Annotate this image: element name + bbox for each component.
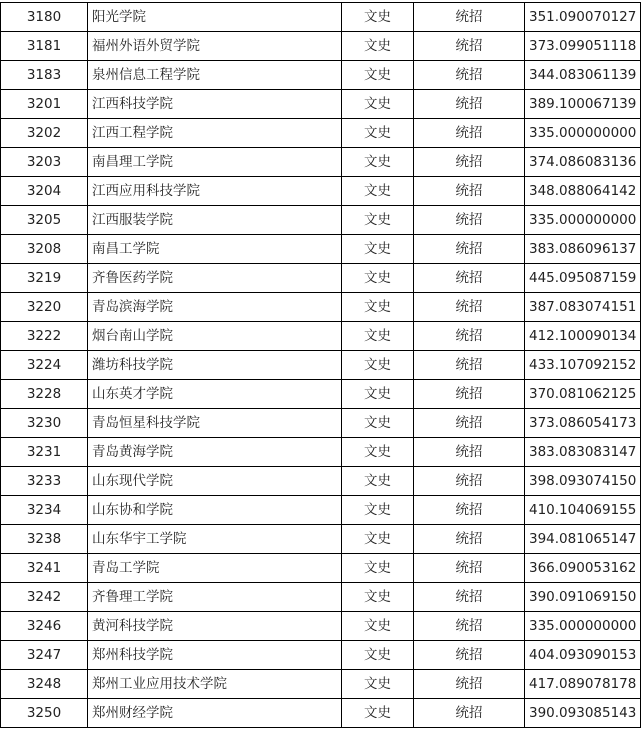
enrollment-batch-cell: 统招 xyxy=(414,612,525,641)
school-name-cell: 阳光学院 xyxy=(88,3,342,32)
subject-type-cell: 文史 xyxy=(342,380,414,409)
school-code-cell: 3219 xyxy=(1,264,88,293)
school-code-cell: 3242 xyxy=(1,583,88,612)
school-code-cell: 3183 xyxy=(1,61,88,90)
enrollment-batch-cell: 统招 xyxy=(414,380,525,409)
subject-type-cell: 文史 xyxy=(342,670,414,699)
score-cell: 394.081065147 xyxy=(525,525,641,554)
table-row xyxy=(1,467,641,496)
table-row xyxy=(1,525,641,554)
enrollment-batch-cell: 统招 xyxy=(414,177,525,206)
school-name-cell: 青岛恒星科技学院 xyxy=(88,409,342,438)
school-name-cell: 山东英才学院 xyxy=(88,380,342,409)
school-code-cell: 3181 xyxy=(1,32,88,61)
school-name-cell: 南昌工学院 xyxy=(88,235,342,264)
subject-type-cell: 文史 xyxy=(342,177,414,206)
subject-type-cell: 文史 xyxy=(342,61,414,90)
table-body xyxy=(1,3,641,728)
school-name-cell: 青岛滨海学院 xyxy=(88,293,342,322)
school-code-cell: 3231 xyxy=(1,438,88,467)
school-name-cell: 青岛工学院 xyxy=(88,554,342,583)
score-cell: 433.107092152 xyxy=(525,351,641,380)
score-cell: 373.086054173 xyxy=(525,409,641,438)
school-name-cell: 福州外语外贸学院 xyxy=(88,32,342,61)
school-name-cell: 江西科技学院 xyxy=(88,90,342,119)
enrollment-batch-cell: 统招 xyxy=(414,438,525,467)
school-name-cell: 江西服装学院 xyxy=(88,206,342,235)
school-name-cell: 泉州信息工程学院 xyxy=(88,61,342,90)
subject-type-cell: 文史 xyxy=(342,119,414,148)
school-code-cell: 3230 xyxy=(1,409,88,438)
school-name-cell: 青岛黄海学院 xyxy=(88,438,342,467)
score-cell: 390.091069150 xyxy=(525,583,641,612)
score-cell: 374.086083136 xyxy=(525,148,641,177)
school-code-cell: 3241 xyxy=(1,554,88,583)
score-cell: 445.095087159 xyxy=(525,264,641,293)
school-code-cell: 3222 xyxy=(1,322,88,351)
table-row xyxy=(1,177,641,206)
school-name-cell: 齐鲁医药学院 xyxy=(88,264,342,293)
subject-type-cell: 文史 xyxy=(342,409,414,438)
table-row xyxy=(1,699,641,728)
score-cell: 335.000000000 xyxy=(525,206,641,235)
subject-type-cell: 文史 xyxy=(342,351,414,380)
school-name-cell: 郑州科技学院 xyxy=(88,641,342,670)
subject-type-cell: 文史 xyxy=(342,438,414,467)
table-row xyxy=(1,351,641,380)
table-row xyxy=(1,206,641,235)
admission-score-table xyxy=(0,2,641,728)
table-row xyxy=(1,438,641,467)
school-code-cell: 3204 xyxy=(1,177,88,206)
table-row xyxy=(1,3,641,32)
table-row xyxy=(1,293,641,322)
table-row xyxy=(1,264,641,293)
enrollment-batch-cell: 统招 xyxy=(414,583,525,612)
subject-type-cell: 文史 xyxy=(342,148,414,177)
subject-type-cell: 文史 xyxy=(342,206,414,235)
table-row xyxy=(1,641,641,670)
subject-type-cell: 文史 xyxy=(342,90,414,119)
table-row xyxy=(1,554,641,583)
score-cell: 335.000000000 xyxy=(525,119,641,148)
school-code-cell: 3220 xyxy=(1,293,88,322)
school-code-cell: 3248 xyxy=(1,670,88,699)
subject-type-cell: 文史 xyxy=(342,467,414,496)
table-row xyxy=(1,61,641,90)
enrollment-batch-cell: 统招 xyxy=(414,641,525,670)
table-row xyxy=(1,322,641,351)
score-cell: 387.083074151 xyxy=(525,293,641,322)
subject-type-cell: 文史 xyxy=(342,525,414,554)
enrollment-batch-cell: 统招 xyxy=(414,409,525,438)
score-cell: 348.088064142 xyxy=(525,177,641,206)
school-name-cell: 江西应用科技学院 xyxy=(88,177,342,206)
score-cell: 390.093085143 xyxy=(525,699,641,728)
subject-type-cell: 文史 xyxy=(342,32,414,61)
school-code-cell: 3246 xyxy=(1,612,88,641)
school-code-cell: 3228 xyxy=(1,380,88,409)
school-name-cell: 山东华宇工学院 xyxy=(88,525,342,554)
score-cell: 351.090070127 xyxy=(525,3,641,32)
table-row xyxy=(1,670,641,699)
enrollment-batch-cell: 统招 xyxy=(414,496,525,525)
table-row xyxy=(1,380,641,409)
subject-type-cell: 文史 xyxy=(342,496,414,525)
subject-type-cell: 文史 xyxy=(342,3,414,32)
school-code-cell: 3201 xyxy=(1,90,88,119)
enrollment-batch-cell: 统招 xyxy=(414,235,525,264)
enrollment-batch-cell: 统招 xyxy=(414,293,525,322)
school-name-cell: 郑州工业应用技术学院 xyxy=(88,670,342,699)
enrollment-batch-cell: 统招 xyxy=(414,32,525,61)
school-name-cell: 齐鲁理工学院 xyxy=(88,583,342,612)
school-name-cell: 山东协和学院 xyxy=(88,496,342,525)
subject-type-cell: 文史 xyxy=(342,235,414,264)
school-code-cell: 3202 xyxy=(1,119,88,148)
score-cell: 412.100090134 xyxy=(525,322,641,351)
enrollment-batch-cell: 统招 xyxy=(414,119,525,148)
enrollment-batch-cell: 统招 xyxy=(414,670,525,699)
school-code-cell: 3234 xyxy=(1,496,88,525)
table-row xyxy=(1,409,641,438)
enrollment-batch-cell: 统招 xyxy=(414,322,525,351)
enrollment-batch-cell: 统招 xyxy=(414,61,525,90)
subject-type-cell: 文史 xyxy=(342,699,414,728)
score-cell: 383.086096137 xyxy=(525,235,641,264)
enrollment-batch-cell: 统招 xyxy=(414,554,525,583)
score-cell: 398.093074150 xyxy=(525,467,641,496)
school-code-cell: 3247 xyxy=(1,641,88,670)
score-cell: 389.100067139 xyxy=(525,90,641,119)
school-name-cell: 江西工程学院 xyxy=(88,119,342,148)
score-cell: 417.089078178 xyxy=(525,670,641,699)
school-code-cell: 3203 xyxy=(1,148,88,177)
subject-type-cell: 文史 xyxy=(342,612,414,641)
table-row xyxy=(1,612,641,641)
school-name-cell: 南昌理工学院 xyxy=(88,148,342,177)
table-row xyxy=(1,148,641,177)
school-code-cell: 3233 xyxy=(1,467,88,496)
school-name-cell: 烟台南山学院 xyxy=(88,322,342,351)
school-name-cell: 潍坊科技学院 xyxy=(88,351,342,380)
score-cell: 366.090053162 xyxy=(525,554,641,583)
school-code-cell: 3205 xyxy=(1,206,88,235)
score-cell: 370.081062125 xyxy=(525,380,641,409)
table-row xyxy=(1,90,641,119)
school-code-cell: 3238 xyxy=(1,525,88,554)
enrollment-batch-cell: 统招 xyxy=(414,264,525,293)
school-name-cell: 黄河科技学院 xyxy=(88,612,342,641)
enrollment-batch-cell: 统招 xyxy=(414,3,525,32)
table-row xyxy=(1,583,641,612)
school-code-cell: 3208 xyxy=(1,235,88,264)
subject-type-cell: 文史 xyxy=(342,583,414,612)
score-cell: 344.083061139 xyxy=(525,61,641,90)
enrollment-batch-cell: 统招 xyxy=(414,351,525,380)
table-row xyxy=(1,496,641,525)
subject-type-cell: 文史 xyxy=(342,641,414,670)
enrollment-batch-cell: 统招 xyxy=(414,699,525,728)
subject-type-cell: 文史 xyxy=(342,554,414,583)
school-code-cell: 3224 xyxy=(1,351,88,380)
enrollment-batch-cell: 统招 xyxy=(414,206,525,235)
score-cell: 383.083083147 xyxy=(525,438,641,467)
enrollment-batch-cell: 统招 xyxy=(414,467,525,496)
enrollment-batch-cell: 统招 xyxy=(414,148,525,177)
enrollment-batch-cell: 统招 xyxy=(414,525,525,554)
school-code-cell: 3180 xyxy=(1,3,88,32)
subject-type-cell: 文史 xyxy=(342,322,414,351)
table-row xyxy=(1,32,641,61)
school-name-cell: 郑州财经学院 xyxy=(88,699,342,728)
score-cell: 373.099051118 xyxy=(525,32,641,61)
school-name-cell: 山东现代学院 xyxy=(88,467,342,496)
table-row xyxy=(1,119,641,148)
subject-type-cell: 文史 xyxy=(342,264,414,293)
subject-type-cell: 文史 xyxy=(342,293,414,322)
score-cell: 404.093090153 xyxy=(525,641,641,670)
score-cell: 335.000000000 xyxy=(525,612,641,641)
school-code-cell: 3250 xyxy=(1,699,88,728)
enrollment-batch-cell: 统招 xyxy=(414,90,525,119)
table-row xyxy=(1,235,641,264)
score-cell: 410.104069155 xyxy=(525,496,641,525)
